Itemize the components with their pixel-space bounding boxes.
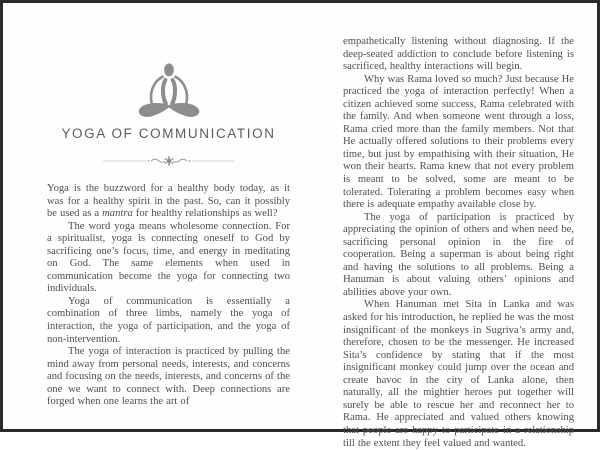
left-page	[47, 3, 290, 409]
chapter-header	[47, 63, 290, 167]
paragraph: Yoga of communication is essentially a combination of three limbs, namely the yoga of interaction, the yoga of participation, and the yoga of non-intervention.	[47, 295, 290, 345]
right-page	[343, 3, 574, 450]
paragraph-intro	[47, 183, 290, 221]
chapter-title: YOGA OF COMMUNICATION	[61, 126, 276, 141]
right-page-body	[343, 36, 574, 450]
paragraph: When Hanuman met Sita in Lanka and was asked for his introduction, he replied he was the most insignificant of the monkeys in Sugriva’s army and, therefore, chosen to be the messenger. He increased Sita’s confidence by stating that if the most insignificant monkey could jump over the ocean and create havoc in the city of Lanka alone, then naturally, all the mightier heroes put together will surely be able to rescue her and reconnect her to Rama. He appreciated and valued others knowing that people are happy to participate in a relationship till the extent they feel valued and wanted.	[343, 299, 574, 449]
intro-italic-word: mantra	[102, 208, 133, 220]
divider-ornament-icon	[47, 155, 290, 167]
intro-text-before: Yoga is the buzzword for a healthy body today, as it was for a healthy spirit in the past. So, can it possibly be used as a	[47, 183, 290, 220]
paragraph: The yoga of interaction is practiced by pulling the mind away from personal needs, interests, and concerns and focusing on the needs, interests, and concerns of the one we want to connect with. Deep connections are forged when one learns the art of	[47, 346, 290, 408]
paragraph-continuation: empathetically listening without diagnosing. If the deep-seated addiction to conclude before listening is sacrificed, healthy interactions will begin.	[343, 36, 574, 73]
meditation-icon	[47, 63, 290, 123]
intro-text-after: for healthy relationships as well?	[132, 208, 278, 220]
paragraph: The word yoga means wholesome connection. For a spiritualist, yoga is connecting oneself to God by sacrificing one’s focus, time, and energy in meditating on God. The same elements when used in communication become the yoga for connecting two individuals.	[47, 220, 290, 295]
paragraph: Why was Rama loved so much? Just because He practiced the yoga of interaction perfectly! When a citizen achieved some success, Rama celebrated with the family. And when someone went through a loss, Rama cried more than the family members. Not that He actually offered solutions to their problems every time, but just by empathising with their situation, He won their hearts. Rama knew that not every problem is meant to be solved, some are meant to be tolerated. Tolerating a problem becomes easy when there is adequate empathy available close by.	[343, 73, 574, 211]
paragraph: The yoga of participation is practiced by appreciating the opinion of others and when need be, sacrificing personal opinion in the fire of cooperation. Being a superman is about being right and having the solutions to all problems. Being a Hanuman is about valuing others’ opinions and abilities above your own.	[343, 211, 574, 298]
left-page-body	[47, 183, 290, 409]
